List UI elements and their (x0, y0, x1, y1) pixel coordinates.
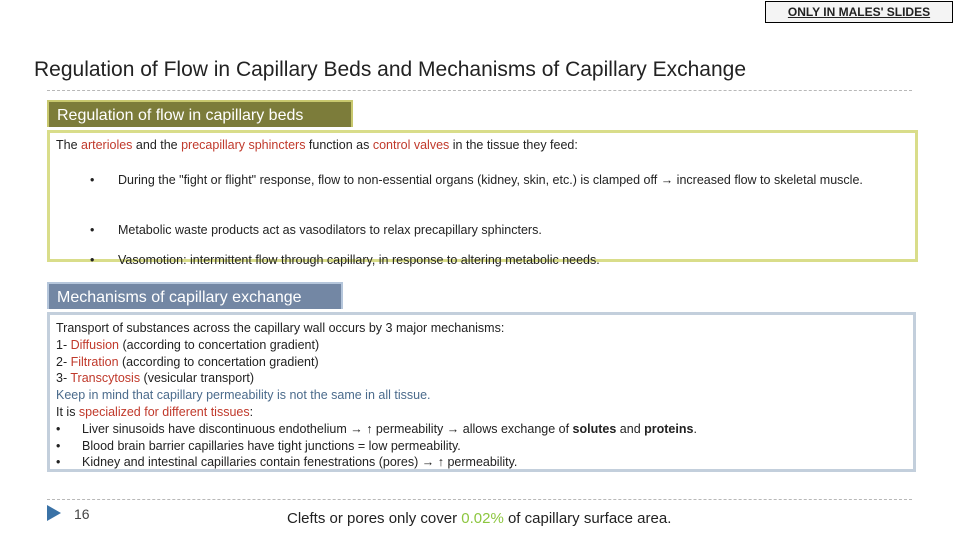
bullet-marker: • (90, 173, 95, 187)
title-divider (47, 90, 912, 91)
exchange-intro: Transport of substances across the capillary wall occurs by 3 major mechanisms: (56, 321, 505, 335)
footer-percentage: 0.02% (461, 510, 504, 527)
footer-divider (47, 499, 912, 500)
mechanism-transcytosis: 3- Transcytosis (vesicular transport) (56, 371, 255, 386)
regulation-bullet-3: Vasomotion: intermittent flow through capillary, in response to altering metabolic needs. (118, 253, 600, 267)
bullet-marker: • (90, 223, 95, 237)
males-only-badge: ONLY IN MALES' SLIDES (765, 1, 953, 23)
section-tab-regulation: Regulation of flow in capillary beds (47, 100, 353, 127)
regulation-bullet-1: During the "fight or flight" response, flow to non-essential organs (kidney, skin, etc.) is clamped off → increased flow to skeletal muscle. (118, 173, 863, 187)
bullet-marker: • (90, 253, 95, 267)
regulation-intro: The arterioles and the precapillary sphincters function as control valves in the tissue they feed: (56, 138, 578, 152)
permeability-note: Keep in mind that capillary permeability is not the same in all tissue. (56, 388, 431, 403)
term-precapillary-sphincters: precapillary sphincters (181, 138, 306, 152)
term-control-valves: control valves (372, 138, 450, 152)
term-arterioles: arterioles (81, 138, 133, 152)
mechanism-diffusion: 1- Diffusion (according to concertation gradient) (56, 337, 320, 352)
mechanism-filtration: 2- Filtration (according to concertation gradient) (56, 354, 319, 369)
regulation-box (47, 130, 918, 267)
footer-note: Clefts or pores only cover 0.02% of capillary surface area. (287, 510, 672, 527)
section-tab-exchange: Mechanisms of capillary exchange (47, 282, 343, 309)
slide-arrow-icon (47, 505, 61, 521)
exchange-box (47, 312, 916, 472)
regulation-bullet-2: Metabolic waste products act as vasodilators to relax precapillary sphincters. (118, 223, 542, 237)
slide-title: Regulation of Flow in Capillary Beds and Mechanisms of Capillary Exchange (34, 58, 747, 81)
tissue-item-bbb: • Blood brain barrier capillaries have tight junctions = low permeability. (56, 438, 461, 453)
page-number: 16 (74, 506, 90, 522)
tissue-item-liver: • Liver sinusoids have discontinuous endothelium → ↑ permeability → allows exchange of solutes and proteins. (56, 421, 697, 436)
specialized-line: It is specialized for different tissues: (56, 404, 254, 419)
tissue-item-kidney-intestine: • Kidney and intestinal capillaries contain fenestrations (pores) → ↑ permeability. (56, 455, 518, 470)
